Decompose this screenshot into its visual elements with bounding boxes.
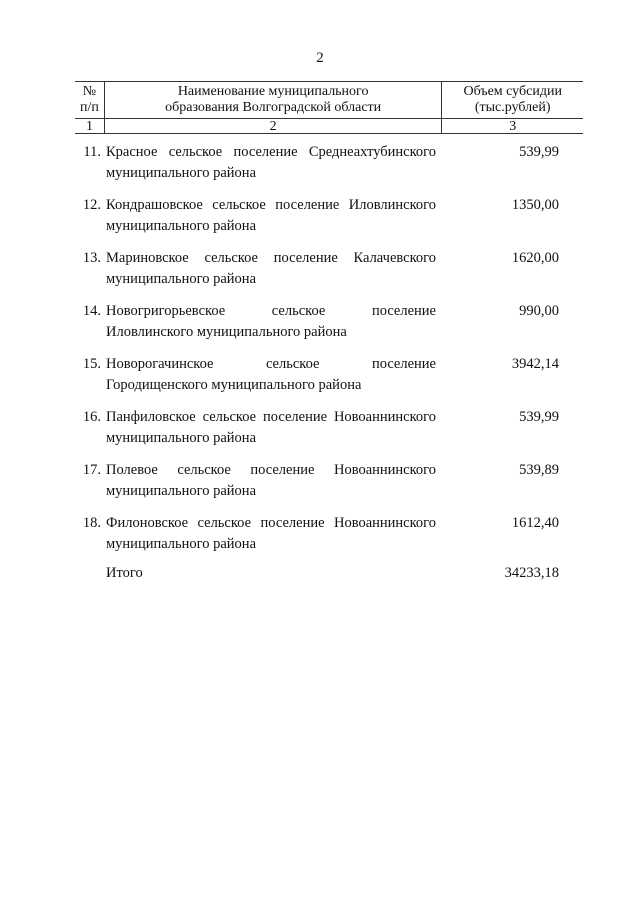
row-number: 17.: [82, 462, 101, 478]
row-name: Новорогачинское сельское поселение Городищенского муниципального района: [106, 356, 436, 393]
total-amount: 34233,18: [504, 565, 559, 581]
row-name: Мариновское сельское поселение Калачевского муниципального района: [106, 250, 436, 287]
column-index-2: 2: [104, 119, 442, 134]
total-label: Итого: [106, 565, 143, 581]
table-row: [75, 195, 583, 248]
row-number: 18.: [82, 515, 101, 531]
table-row: [75, 248, 583, 301]
column-header-amount-label: Объем субсидии (тыс.рублей): [463, 84, 562, 115]
column-header-name: [104, 82, 442, 119]
column-index-3: 3: [442, 119, 583, 134]
column-header-amount: [442, 82, 583, 119]
row-number: 13.: [82, 250, 101, 266]
row-amount: 1612,40: [511, 515, 559, 531]
table-row: [75, 407, 583, 460]
page-number: 2: [316, 50, 324, 66]
row-amount: 539,99: [519, 144, 559, 160]
total-row: [75, 563, 583, 585]
row-number: 12.: [82, 197, 101, 213]
table-row: [75, 354, 583, 407]
row-name: Филоновское сельское поселение Новоаннинского муниципального района: [106, 515, 436, 552]
table-row: [75, 460, 583, 513]
column-header-name-label: Наименование муниципального образования Волгоградской области: [165, 84, 382, 115]
row-amount: 990,00: [519, 303, 559, 319]
table-body: [75, 142, 583, 566]
column-index-1: 1: [75, 119, 104, 134]
row-amount: 3942,14: [511, 356, 559, 372]
table-row: [75, 301, 583, 354]
row-name: Полевое сельское поселение Новоаннинского муниципального района: [106, 462, 436, 499]
column-header-number: [75, 82, 104, 119]
row-number: 14.: [82, 303, 101, 319]
column-header-number-label: № п/п: [80, 84, 99, 115]
row-amount: 539,99: [519, 409, 559, 425]
header-row: [75, 82, 583, 119]
row-number: 11.: [83, 144, 101, 160]
table-row: [75, 142, 583, 195]
row-number: 15.: [82, 356, 101, 372]
row-amount: 1350,00: [511, 197, 559, 213]
column-index-row: [75, 119, 583, 134]
row-name: Панфиловское сельское поселение Новоаннинского муниципального района: [106, 409, 436, 446]
row-amount: 1620,00: [511, 250, 559, 266]
row-number: 16.: [82, 409, 101, 425]
row-name: Кондрашовское сельское поселение Иловлинского муниципального района: [106, 197, 436, 234]
row-amount: 539,89: [519, 462, 559, 478]
table-header: [75, 81, 583, 134]
row-name: Новогригорьевское сельское поселение Иловлинского муниципального района: [106, 303, 436, 340]
table-row: [75, 513, 583, 566]
row-name: Красное сельское поселение Среднеахтубинского муниципального района: [106, 144, 436, 181]
